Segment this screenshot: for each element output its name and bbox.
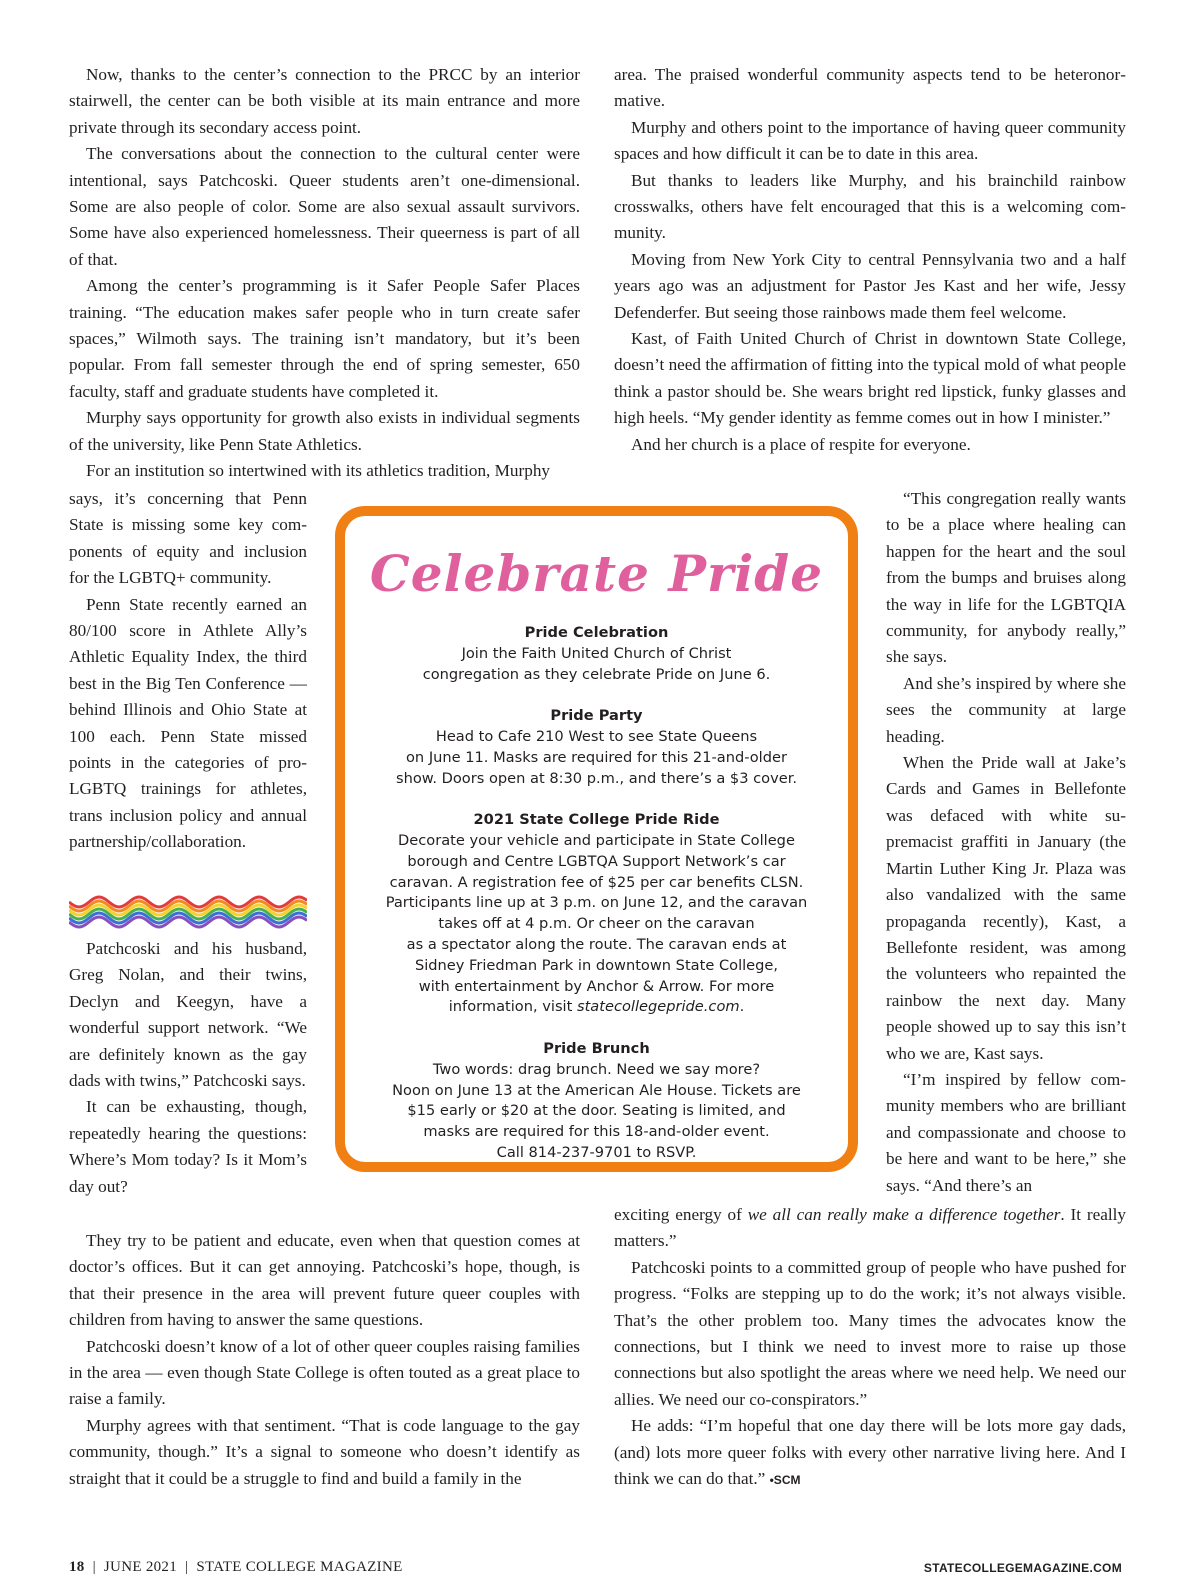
event-heading: Pride Celebration — [524, 624, 669, 641]
article-paragraph: But thanks to leaders like Murphy, and his brainchild rainbow crosswalks, others have felt encouraged that this is a welcoming community. — [614, 170, 1126, 243]
article-paragraph: Moving from New York City to central Pennsylvania two and a half years ago was an adjustment for Pastor Jes Kast and her wife, Jessy Defenderfer. But seeing those rainbows made them feel welcome. — [614, 249, 1126, 322]
article-column-left-narrow-1 — [69, 486, 307, 856]
article-paragraph: Among the center’s programming is it Safer People Safer Places training. “The education makes safer people who in turn create safer spaces,” Wilmoth says. The training isn’t mandatory, but it’s been popular. From fall semester through the end of spring semester, 650 faculty, staff and graduate students have completed it. — [69, 276, 580, 401]
article-paragraph: Patchcoski doesn’t know of a lot of other queer couples raising families in the area — even though State College is often touted as a great place to raise a family. — [69, 1336, 580, 1409]
text-run: Decorate your vehicle and participate in State College borough and Centre LGBTQA Support Network’s car caravan. A registration fee of $25 per car benefits CLSN. Participants line up at 3 p.m. on June 12, and the caravan takes off at 4 p.m. Or cheer on the caravan as a spectator along the route. The caravan ends at Sidney Friedman Park in downtown State College, with entertainment by Anchor & Arrow. For more information, visit — [385, 831, 808, 1016]
event-item — [345, 623, 848, 685]
article-paragraph: And she’s inspired by where she sees the community at large heading. — [886, 673, 1126, 746]
event-description: Two words: drag brunch. Need we say more? Noon on June 13 at the American Ale House. Tickets are $15 early or $20 at the door. Seating is limited, and masks are required for this 18-and-older event. Call 814-237-9701 to RSVP. — [392, 1060, 801, 1161]
article-paragraph: For an institution so intertwined with its athletics tradition, Murphy — [86, 461, 551, 481]
publication-name: STATE COLLEGE MAGAZINE — [196, 1559, 403, 1575]
sidebar-title: Celebrate Pride — [369, 544, 824, 603]
end-mark: •SCM — [769, 1473, 801, 1488]
article-column-left-top — [69, 62, 580, 485]
article-paragraph: They try to be patient and educate, even when that question comes at doctor’s offices. But it can get annoying. Patchcoski’s hope, though, is that their presence in the area will prevent future queer couples with children from having to answer the same questions. — [69, 1231, 580, 1330]
article-column-right-top — [614, 62, 1126, 458]
article-column-left-bottom — [69, 1228, 580, 1492]
event-item — [345, 1039, 848, 1164]
event-item — [345, 706, 848, 789]
article-paragraph: Now, thanks to the center’s connection to the PRCC by an interior stairwell, the center can be both visible at its main entrance and more private through its secondary access point. — [69, 65, 580, 137]
page-number: 18 — [69, 1559, 85, 1575]
article-paragraph: It can be exhausting, though, repeatedly hearing the questions: Where’s Mom today? Is it Mom’s day out? — [69, 1097, 307, 1196]
text-run: . — [739, 998, 745, 1016]
event-item — [345, 810, 848, 1018]
article-column-left-narrow-2 — [69, 936, 307, 1200]
text-run: He adds: “I’m hopeful that one day there will be lots more gay dads, (and) lots more queer folks with every other narrative living here. And I think we can do that.” — [614, 1416, 1126, 1489]
website-link[interactable]: statecollegepride.com — [576, 998, 740, 1016]
pride-events-sidebar — [335, 506, 858, 1172]
article-paragraph — [614, 1202, 1126, 1255]
text-run: . It really matters.” — [614, 1205, 1127, 1251]
event-heading: 2021 State College Pride Ride — [473, 811, 720, 829]
article-paragraph: Murphy and others point to the importance of having queer community spaces and how difficult it can be to date in this area. — [614, 117, 1126, 164]
article-paragraph: When the Pride wall at Jake’s Cards and Games in Bellefonte was defaced with white supremacist graffiti in January (the Martin Luther King Jr. Plaza was also vandalized with the same propaganda recently), Kast, a Bellefonte resident, was among the volunteers who repainted the rainbow the next day. Many people showed up to say this isn’t who we are, Kast says. — [886, 753, 1126, 1063]
article-column-right-narrow — [886, 486, 1126, 1199]
page-footer-left — [69, 1557, 403, 1577]
article-paragraph: The conversations about the connection to the cultural center were intentional, says Patchcoski. Queer students aren’t one-dimensional. Some are also people of color. Some are also sexual assault survivors. Some have also experienced homelessness. Their queerness is part of all of that. — [69, 144, 580, 269]
article-paragraph: Patchcoski points to a committed group of people who have pushed for progress. “Folks are stepping up to do the work; it’s not always visible. That’s the other problem too. Many times the advocates know the connections, but I think we need to invest more to raise up those connections but also spotlight the areas where we need help. We need our allies. We need our co-conspirators.” — [614, 1257, 1126, 1409]
italic-quote: we all can really make a difference together — [747, 1205, 1061, 1224]
event-list — [345, 623, 848, 1185]
rainbow-wave-divider — [69, 894, 307, 930]
event-description: Join the Faith United Church of Christ congregation as they celebrate Pride on June 6. — [422, 644, 771, 683]
text-run: exciting energy of — [614, 1205, 748, 1224]
article-paragraph: “I’m inspired by fellow community members who are brilliant and compassionate and choose to be here and want to be here,” she says. “And there’s an — [886, 1069, 1126, 1195]
event-heading: Pride Party — [550, 707, 643, 725]
website-url: STATECOLLEGEMAGAZINE.COM — [923, 1561, 1122, 1575]
event-description: Head to Cafe 210 West to see State Queens on June 11. Masks are required for this 21-and-older show. Doors open at 8:30 p.m., and there’s a $3 cover. — [395, 727, 798, 787]
article-paragraph: “This congregation really wants to be a place where healing can happen for the heart and the soul from the bumps and bruises along the way in life for the LGBTQIA community, for anybody really,” she says. — [886, 489, 1126, 667]
footer-divider: | — [185, 1559, 189, 1575]
article-paragraph: Murphy says opportunity for growth also exists in individual segments of the university, like Penn State Athletics. — [69, 408, 580, 454]
article-paragraph: Penn State recently earned an 80/100 score in Athlete Ally’s Athletic Equality Index, the third best in the Big Ten Conference — behind Illinois and Ohio State at 100 each. Penn State missed points in the categories of pro-LGBTQ trainings for athletes, trans inclusion policy and annual partnership/collaboration. — [69, 594, 307, 852]
article-paragraph: Patchcoski and his husband, Greg Nolan, and their twins, Declyn and Keegyn, have a wonderful support network. “We are definitely known as the gay dads with twins,” Patchcoski says. — [69, 939, 307, 1091]
article-paragraph: says, it’s concerning that Penn State is missing some key components of equity and inclusion for the LGBTQ+ community. — [69, 489, 307, 588]
issue-date: JUNE 2021 — [103, 1559, 178, 1575]
article-column-right-bottom — [614, 1202, 1126, 1493]
article-paragraph: area. The praised wonderful community aspects tend to be heteronormative. — [614, 65, 1126, 111]
footer-divider: | — [92, 1559, 96, 1575]
event-heading: Pride Brunch — [543, 1039, 650, 1057]
article-paragraph: And her church is a place of respite for everyone. — [631, 434, 971, 454]
article-paragraph — [614, 1413, 1126, 1493]
event-description — [345, 831, 848, 1018]
article-paragraph: Murphy agrees with that sentiment. “That is code language to the gay community, though.” It’s a signal to someone who doesn’t identify as straight that it could be a struggle to find and build a family in the — [69, 1415, 580, 1488]
article-paragraph: Kast, of Faith United Church of Christ in downtown State College, doesn’t need the affirmation of fitting into the typical mold of what people think a pastor should be. She wears bright red lipstick, funky glasses and high heels. “My gender identity as femme comes out in how I minister.” — [614, 329, 1126, 428]
